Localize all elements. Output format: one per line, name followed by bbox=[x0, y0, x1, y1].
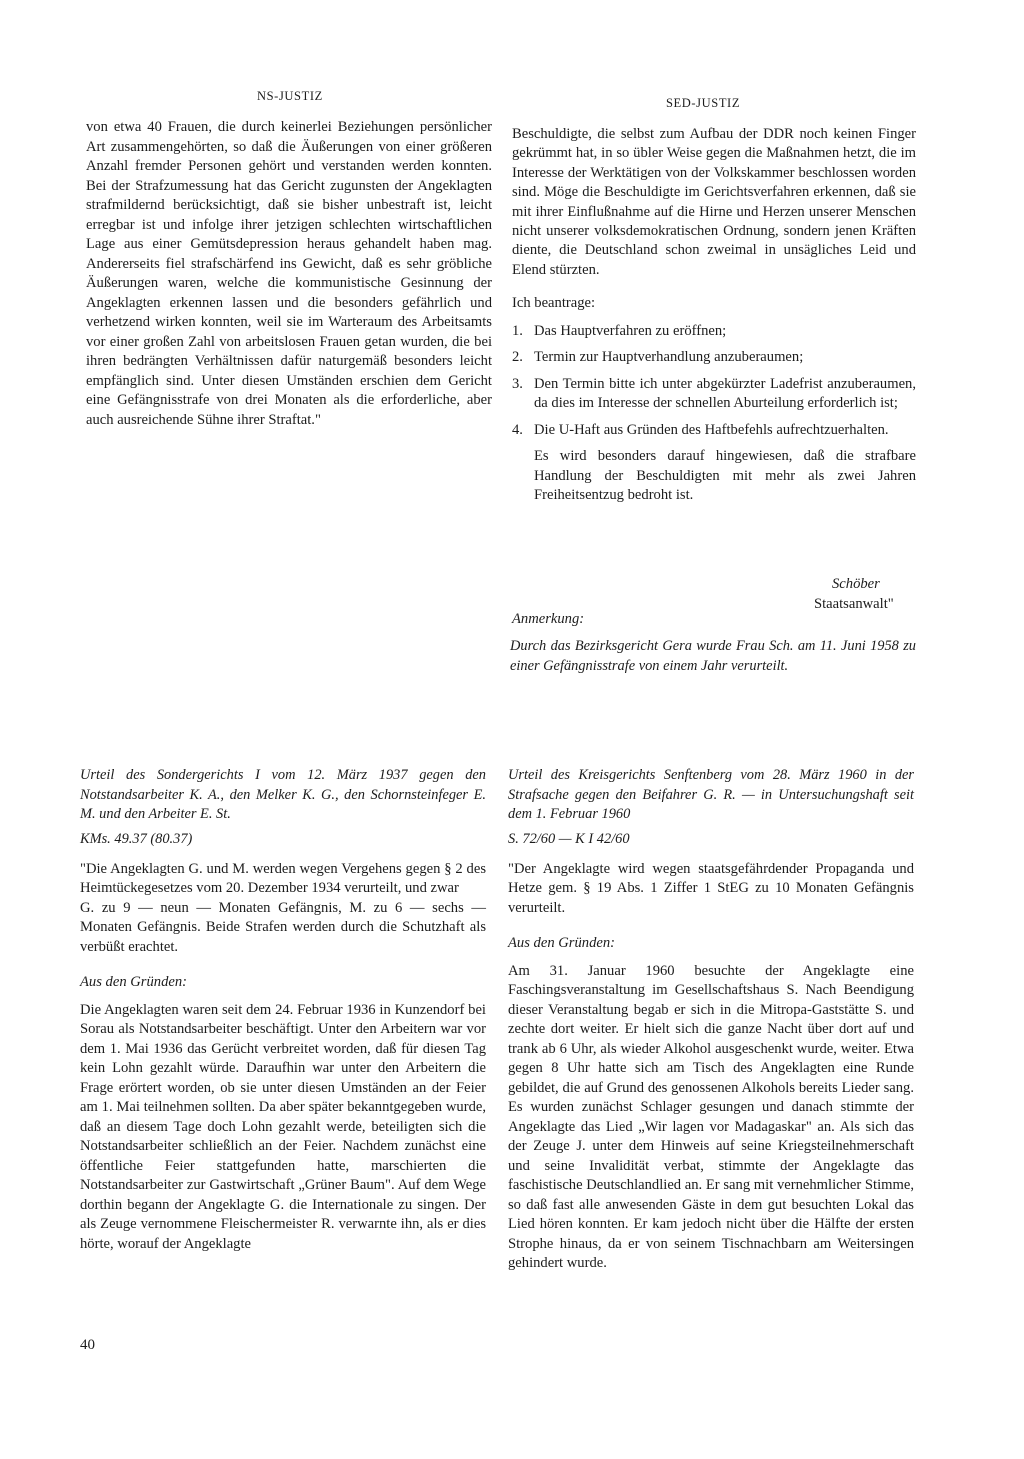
list-item: 1. Das Hauptverfahren zu eröffnen; bbox=[512, 322, 727, 339]
top-left-column bbox=[86, 118, 492, 430]
verdict-text: G. zu 9 — neun — Monaten Gefängnis, M. zu 6 — sechs — Monaten Gefängnis. Beide Strafen werden durch die Schutzhaft als verbüßt erachtet. bbox=[80, 899, 486, 955]
running-header-right: SED-JUSTIZ bbox=[666, 96, 741, 110]
note-label: Anmerkung: bbox=[512, 611, 585, 627]
case-citation: Urteil des Kreisgerichts Senftenberg vom 28. März 1960 in der Strafsache gegen den Beifahrer G. R. — in Untersuchungshaft seit dem 1. Februar 1960 bbox=[508, 767, 914, 822]
running-header-left: NS-JUSTIZ bbox=[257, 89, 323, 103]
bottom-left-column bbox=[80, 766, 486, 1254]
page-number: 40 bbox=[80, 1337, 95, 1353]
reasons-text: Am 31. Januar 1960 besuchte der Angeklagte eine Faschingsveranstaltung im Gesellschaftshaus S. Nach Beendigung dieser Veranstaltung begab er sich in die Mitropa-Gaststätte S. und zechte dort weiter. Er hielt sich die ganze Nacht über dort auf und trank ab 6 Uhr, als wieder Alkohol ausgeschenkt wurde, weiter. Etwa gegen 8 Uhr hatte sich am Tisch des Angeklagten eine Runde gebildet, die auf Grund des genossenen Alkohols bereits Lieder sang. Es wurden zunächst Schlager gesungen und danach stimmte der Angeklagte das Lied „Wir lagen vor Madagaskar" an. Als sich das der Zeuge J. unter dem Hinweis auf seine Kriegsteilnehmerschaft und seine Invalidität verbat, stimmte der Angeklagte das faschistische Deutschlandlied an. Er sang mit vernehmlicher Stimme, so daß fast alle anwesenden Gäste in dem gut besuchten Lokal das Lied hören konnten. Er kam jedoch nicht über die Hälfte der ersten Strophe hinaus, da er von seinem Tischnachbarn am Weitersingen gehindert wurde. bbox=[508, 962, 914, 1271]
signature-name: Schöber bbox=[832, 576, 880, 592]
bottom-right-column bbox=[508, 766, 914, 1274]
reasons-text: Die Angeklagten waren seit dem 24. Februar 1936 in Kunzendorf bei Sorau als Notstandsarbeiter beschäftigt. Unter den Arbeitern war vor dem 1. Mai 1936 das Gerücht verbreitet worden, daß für diesen Tag kein Lohn gezahlt würde. Daraufhin war unter den Arbeitern die Frage erörtert worden, ob sie unter diesen Umständen an der Feier am 1. Mai teilnehmen sollten. Da aber später bekanntgegeben wurde, daß an diesem Tage doch Lohn gezahlt werde, beteiligten sich die Notstandsarbeiter schließlich an der Feier. Nachdem zunächst eine öffentliche Feier stattgefunden hatte, marschierten die Notstandsarbeiter zur Gastwirtschaft „Grüner Baum". Auf dem Wege dorthin begann der Angeklagte G. die Internationale zu singen. Der als Zeuge vernommene Fleischermeister R. verwarnte ihn, als er dies hörte, worauf der Angeklagte bbox=[80, 1001, 486, 1252]
judgment-excerpt-text: von etwa 40 Frauen, die durch keinerlei Beziehungen persönlicher Art zusammengehörten, so daß die Äußerungen von einer größeren Anzahl fremder Personen gehört und verstanden werden konnten. Bei der Strafzumessung hat das Gericht zugunsten der Angeklagten strafmildernd berücksichtigt, daß sie bisher unbestraft ist, leicht erregbar ist und infolge ihrer jetzigen schlechten wirtschaftlichen Lage aus einer Gemütsdepression heraus gehandelt haben mag. Andererseits fiel strafschärfend ins Gewicht, daß es sehr gröbliche Äußerungen waren, welche die kommunistische Gesinnung der Angeklagten erkennen lassen und die besonders gefährlich und verhetzend wirken konnten, weil sie im Warteraum des Arbeitsamts vor einer großen Zahl von arbeitslosen Frauen getan wurden, die bei ihren bedrängten Verhältnissen dafür naturgemäß besonders leicht empfänglich sind. Unter diesen Umständen erschien dem Gericht eine Gefängnisstrafe von drei Monaten als die erforderliche, aber auch ausreichende Sühne ihrer Straftat." bbox=[86, 119, 492, 428]
signature-title: Staatsanwalt" bbox=[814, 596, 894, 612]
verdict-text: "Die Angeklagten G. und M. werden wegen Vergehens gegen § 2 des Heimtückegesetzes vom 20. Dezember 1934 verurteilt, und zwar bbox=[80, 860, 486, 896]
note-block bbox=[510, 637, 916, 676]
request-list bbox=[512, 322, 916, 441]
notice-text: Es wird besonders darauf hingewiesen, daß die strafbare Handlung der Beschuldigten mit mehr als zwei Jahren Freiheitsentzug bedroht ist. bbox=[534, 448, 916, 504]
request-label: Ich beantrage: bbox=[512, 295, 596, 312]
list-item: 4. Die U-Haft aus Gründen des Haftbefehls aufrechtzuerhalten. bbox=[512, 421, 889, 438]
indictment-text: Beschuldigte, die selbst zum Aufbau der DDR noch keinen Finger gekrümmt hat, in so übler Weise gegen die Maßnahmen hetzt, die im Interesse der Werktätigen von der Volkskammer beschlossen worden sind. Möge die Beschuldigte im Gerichtsverfahren erkennen, daß sie mit ihrer Einflußnahme auf die Hirne und Herzen unserer Menschen nicht unserer volksdemokratischen Ordnung, sondern jenen Kräften diente, die Deutschland schon zweimal in unsägliches Leid und Elend stürzten. bbox=[512, 126, 916, 278]
verdict-text: "Der Angeklagte wird wegen staatsgefährdender Propaganda und Hetze gem. § 19 Abs. 1 Ziffer 1 StEG zu 10 Monaten Gefängnis verurteilt. bbox=[508, 860, 914, 916]
list-item: 2. Termin zur Hauptverhandlung anzuberaumen; bbox=[512, 349, 804, 366]
top-right-column bbox=[512, 125, 916, 506]
case-reference: S. 72/60 — K I 42/60 bbox=[508, 830, 630, 847]
reasons-label: Aus den Gründen: bbox=[508, 935, 616, 951]
case-citation: Urteil des Sondergerichts I vom 12. März 1937 gegen den Notstandsarbeiter K. A., den Melker K. G., den Schornsteinfeger E. M. und den Arbeiter E. St. bbox=[80, 767, 486, 822]
list-item: 3. Den Termin bitte ich unter abgekürzter Ladefrist anzuberaumen, da dies im Interesse der schnellen Aburteilung erforderlich ist; bbox=[512, 375, 916, 412]
note-text: Durch das Bezirksgericht Gera wurde Frau Sch. am 11. Juni 1958 zu einer Gefängnisstrafe von einem Jahr verurteilt. bbox=[510, 638, 916, 674]
case-reference: KMs. 49.37 (80.37) bbox=[80, 830, 193, 847]
reasons-label: Aus den Gründen: bbox=[80, 974, 188, 990]
